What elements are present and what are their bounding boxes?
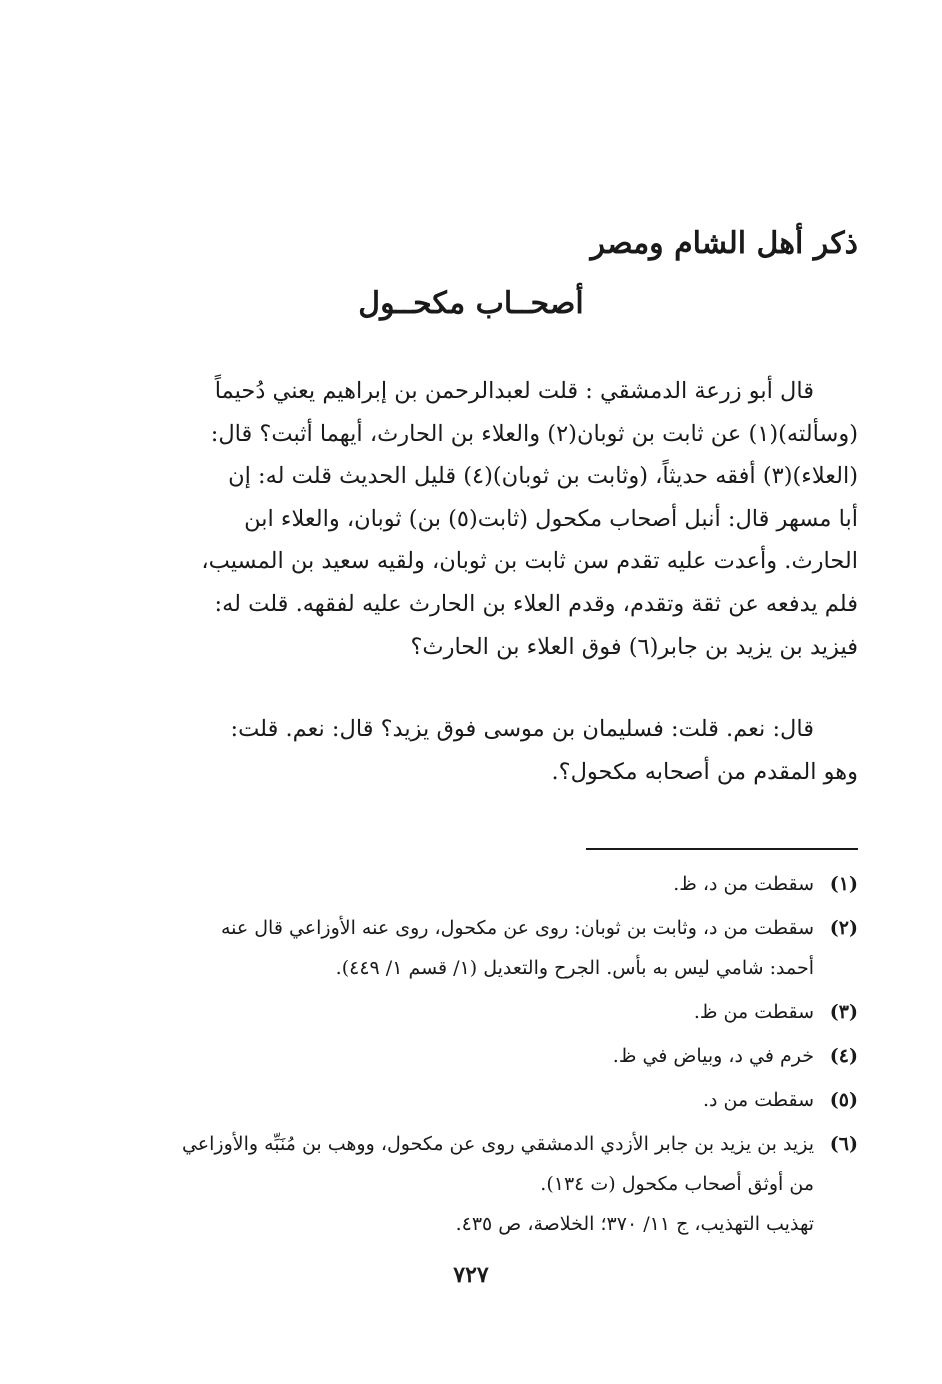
paragraph-line: (وسألته)(١) عن ثابت بن ثوبان(٢) والعلاء بن الحارث، أيهما أثبت؟ قال: [210,420,858,447]
paragraph-line: الحارث. وأعدت عليه تقدم سن ثابت بن ثوبان، ولقيه سعيد بن المسيب، [201,548,858,575]
footnote-text: سقطت من ظ. [693,1001,814,1023]
footnote-6 [88,1124,858,1244]
main-paragraph-1 [88,370,858,668]
footnote-number: (٤) [829,1045,858,1067]
chapter-title: أصحــاب مكحــول [358,286,584,321]
footnote-text: سقطت من د، وثابت بن ثوبان: روى عن مكحول، روى عنه الأوزاعي قال عنه [220,917,814,939]
footnotes [88,864,858,1248]
paragraph-line: وهو المقدم من أصحابه مكحول؟. [551,758,858,785]
footnote-text: سقطت من د. [703,1089,814,1111]
paragraph-line: قال أبو زرعة الدمشقي : قلت لعبدالرحمن بن إبراهيم يعني دُحيماً [214,378,814,404]
footnote-text: من أوثق أصحاب مكحول (ت ١٣٤). [540,1173,814,1195]
footnote-number: (٥) [829,1089,858,1111]
footnote-number: (٦) [829,1133,858,1155]
paragraph-line: فلم يدفعه عن ثقة وتقدم، وقدم العلاء بن الحارث عليه لفقهه. قلت له: [214,590,858,617]
footnote-4 [88,1036,858,1076]
footnote-number: (٢) [829,917,858,939]
footnote-5 [88,1080,858,1120]
main-paragraph-2 [88,708,858,793]
section-title: ذكر أهل الشام ومصر [590,226,858,261]
paragraph-line: أبا مسهر قال: أنبل أصحاب مكحول (ثابت(٥) بن) ثوبان، والعلاء ابن [244,505,858,532]
footnote-number: (٣) [829,1001,858,1023]
footnote-1 [88,864,858,904]
footnote-3 [88,992,858,1032]
footnote-2 [88,908,858,988]
footnote-text: تهذيب التهذيب، ج ١١/ ٣٧٠؛ الخلاصة، ص ٤٣٥. [455,1213,814,1235]
footnote-text: خرم في د، وبياض في ظ. [612,1045,814,1067]
footnote-text: سقطت من د، ظ. [673,873,814,895]
paragraph-line: قال: نعم. قلت: فسليمان بن موسى فوق يزيد؟ قال: نعم. قلت: [230,716,814,742]
paragraph-line: فيزيد بن يزيد بن جابر(٦) فوق العلاء بن الحارث؟ [410,633,858,660]
page-number: ٧٢٧ [453,1262,489,1288]
footnote-number: (١) [829,873,858,895]
footnote-text: يزيد بن يزيد بن جابر الأزدي الدمشقي روى عن مكحول، ووهب بن مُنَبِّه والأوزاعي [181,1133,814,1155]
footnote-text: أحمد: شامي ليس به بأس. الجرح والتعديل (١/ قسم ١/ ٤٤٩). [335,957,814,979]
paragraph-line: (العلاء)(٣) أفقه حديثاً، (وثابت بن ثوبان)(٤) قليل الحديث قلت له: إن [228,463,858,490]
footnote-separator [586,848,858,850]
